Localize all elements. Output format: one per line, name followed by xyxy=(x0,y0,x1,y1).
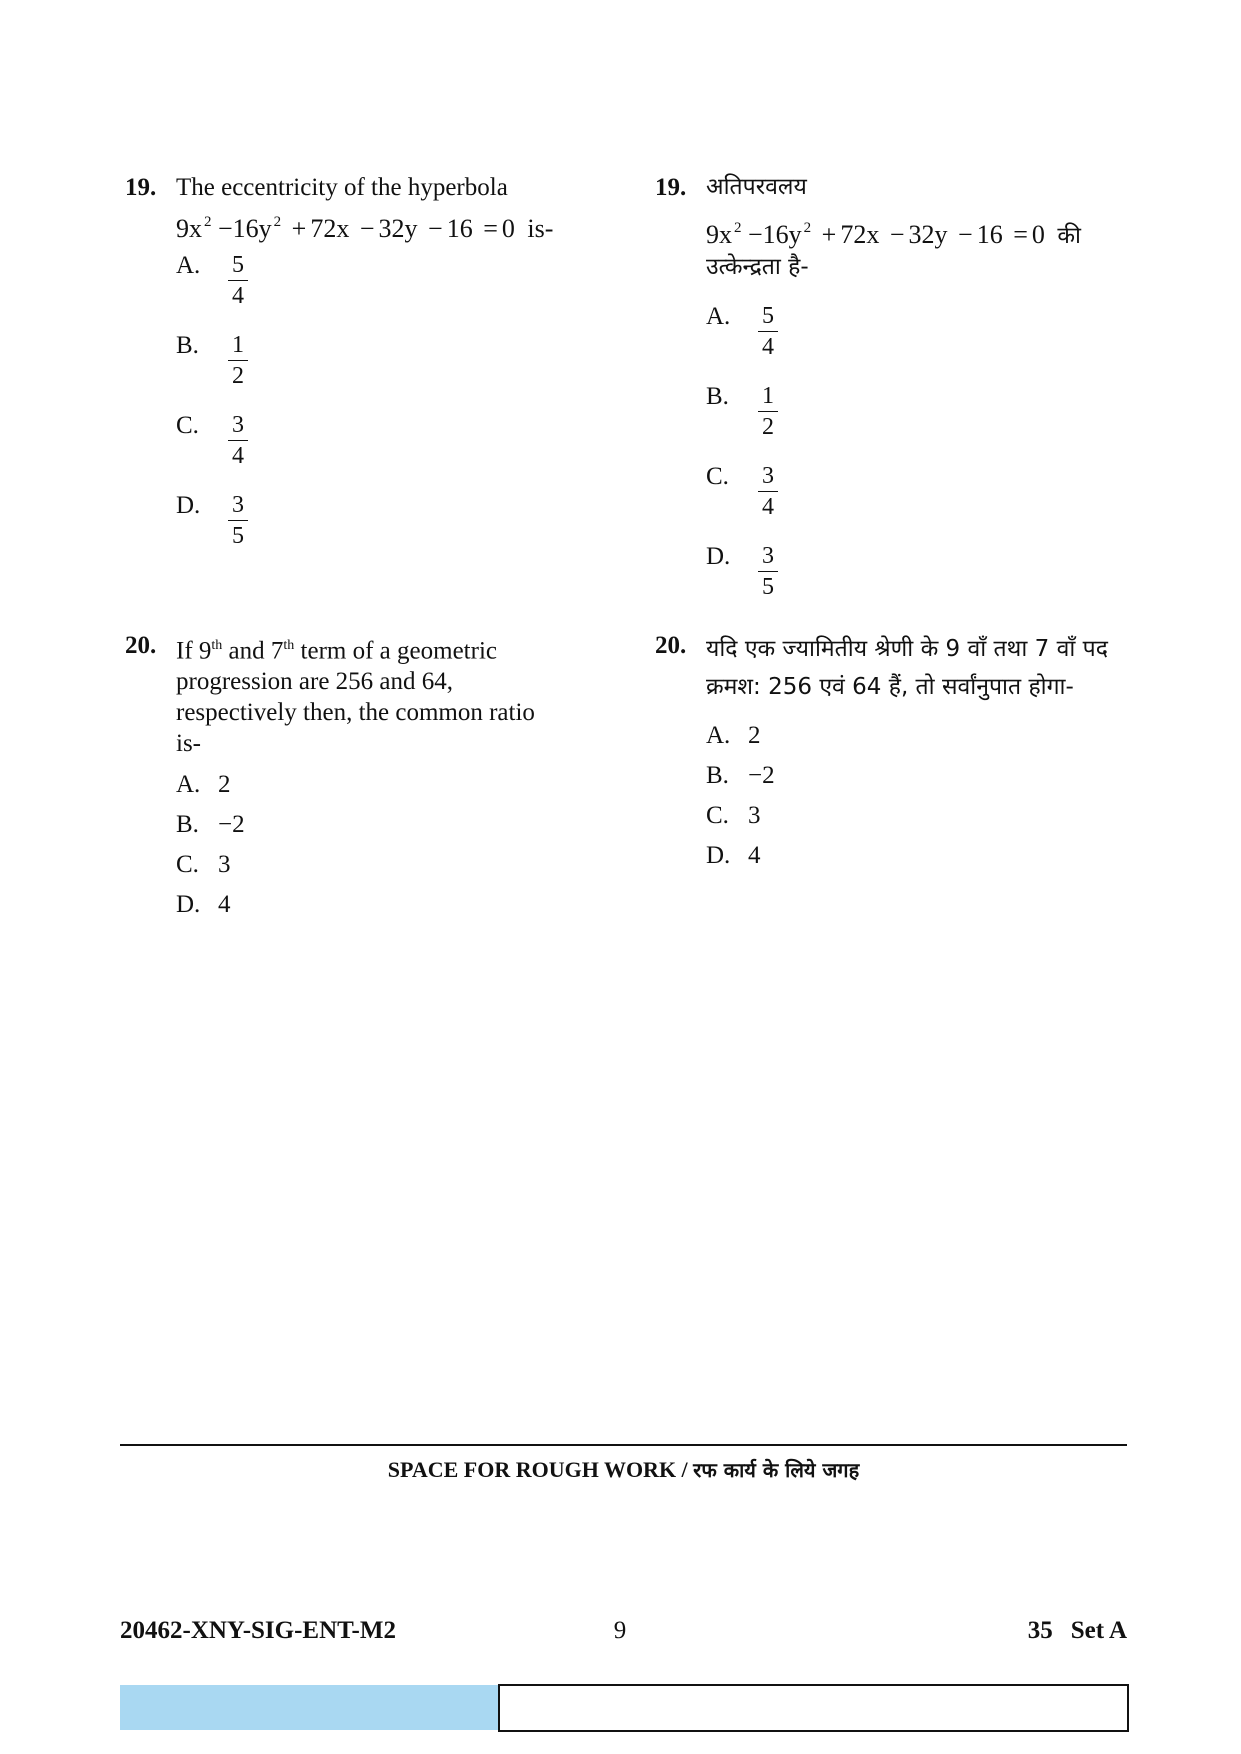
option-a[interactable]: A. $\frac{5}{4}$ xyxy=(176,250,595,316)
question-20-hi xyxy=(655,630,1125,869)
question-19-en xyxy=(125,172,595,552)
option-a[interactable]: A. $\frac{5}{4}$ xyxy=(706,301,1125,367)
option-a[interactable]: A. 2 xyxy=(706,722,761,749)
options-list xyxy=(706,301,1125,607)
option-c[interactable]: C. 3 xyxy=(706,802,761,829)
option-d[interactable]: D. $\frac{3}{5}$ xyxy=(176,490,595,556)
page-number: 9 xyxy=(613,1617,627,1644)
english-column xyxy=(125,172,595,929)
paper-code: 20462-XNY-SIG-ENT-M2 xyxy=(120,1617,396,1644)
option-b[interactable]: B. −2 xyxy=(706,762,775,789)
options-list xyxy=(706,720,1125,869)
fraction: $\frac{5}{4}$ xyxy=(228,250,248,311)
fraction: $\frac{3}{4}$ xyxy=(758,461,778,522)
footer-answer-box xyxy=(498,1684,1129,1732)
option-c[interactable]: C. $\frac{3}{4}$ xyxy=(176,410,595,476)
question-number: 19. xyxy=(655,174,687,201)
question-20-en xyxy=(125,630,595,919)
question-number: 20. xyxy=(655,632,687,659)
question-text: The eccentricity of the hyperbola xyxy=(176,174,508,201)
option-c[interactable]: C. $\frac{3}{4}$ xyxy=(706,461,1125,527)
option-b[interactable]: B. $\frac{1}{2}$ xyxy=(706,381,1125,447)
question-text-line: respectively then, the common ratio xyxy=(176,699,535,727)
option-d[interactable]: D. 4 xyxy=(176,891,231,919)
question-19-hi xyxy=(655,172,1125,602)
option-d[interactable]: D. 4 xyxy=(706,842,761,869)
question-text-line: क्रमश: 256 एवं 64 हैं, तो सर्वांनुपात होगा- xyxy=(706,674,1074,700)
question-text-line: यदि एक ज्यामितीय श्रेणी के 9 वाँ तथा 7 वाँ पद xyxy=(706,636,1108,662)
fraction: $\frac{5}{4}$ xyxy=(758,301,778,362)
footer-blue-box xyxy=(120,1685,498,1730)
rough-work-divider xyxy=(120,1444,1127,1446)
set-label: 35 Set A xyxy=(1027,1617,1127,1644)
question-equation: 9x $^2$ −16y $^2$ + 72x − 32y − 16 = 0 की xyxy=(706,220,1081,249)
question-text-line: progression are 256 and 64, xyxy=(176,668,454,696)
rough-work-label: SPACE FOR ROUGH WORK / रफ कार्य के लिये जगह xyxy=(387,1457,860,1482)
fraction: $\frac{3}{5}$ xyxy=(228,490,248,551)
options-list xyxy=(176,250,595,556)
question-text: उत्केन्द्रता है- xyxy=(706,254,809,280)
question-number: 19. xyxy=(125,174,157,201)
question-number: 20. xyxy=(125,632,157,659)
question-text-line: If 9th and 7th term of a geometric xyxy=(176,637,497,665)
option-b[interactable]: B. $\frac{1}{2}$ xyxy=(176,330,595,396)
hindi-column xyxy=(655,172,1125,880)
question-equation: 9x $^2$ −16y $^2$ + 72x − 32y − 16 = 0 is- xyxy=(176,214,554,243)
question-text-line: is- xyxy=(176,730,201,758)
fraction: $\frac{1}{2}$ xyxy=(758,381,778,442)
options-list xyxy=(176,769,595,919)
fraction: $\frac{3}{5}$ xyxy=(758,541,778,602)
question-text: अतिपरवलय xyxy=(706,174,807,200)
option-b[interactable]: B. −2 xyxy=(176,811,245,839)
option-c[interactable]: C. 3 xyxy=(176,851,231,879)
option-a[interactable]: A. 2 xyxy=(176,771,231,799)
fraction: $\frac{1}{2}$ xyxy=(228,330,248,391)
fraction: $\frac{3}{4}$ xyxy=(228,410,248,471)
option-d[interactable]: D. $\frac{3}{5}$ xyxy=(706,541,1125,607)
